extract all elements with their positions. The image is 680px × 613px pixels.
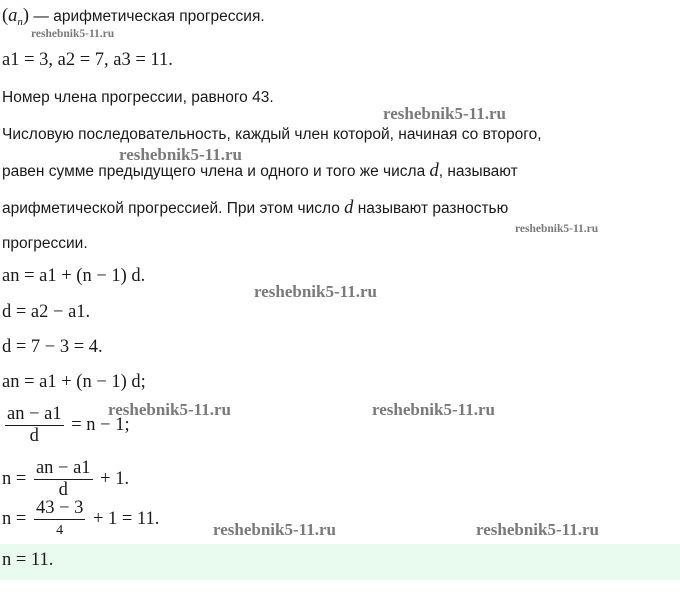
formula-n-general: n = $\frac{an - a1}{d}$ + 1. xyxy=(2,458,130,500)
watermark: reshebnik5-11.ru xyxy=(476,520,599,539)
fraction xyxy=(5,404,64,447)
fraction xyxy=(34,498,85,541)
definition-line-2: равен сумме предыдущего члена и одного и того же числа d, называют xyxy=(2,161,518,181)
watermark: reshebnik5-11.ru xyxy=(515,223,599,235)
answer-box xyxy=(0,544,680,580)
watermark: reshebnik5-11.ru xyxy=(383,104,506,123)
definition-line-3: арифметической прогрессией. При этом число d называют разностью xyxy=(2,198,509,218)
formula-n-value: n = $\frac{43 - 3}{4}$ + 1 = 11. xyxy=(2,498,159,541)
watermark: reshebnik5-11.ru xyxy=(372,400,495,419)
fraction xyxy=(34,458,93,501)
formula-nth-term: an = a1 + (n − 1) d. xyxy=(2,266,146,286)
fraction-denominator: d xyxy=(58,480,68,500)
watermark: reshebnik5-11.ru xyxy=(31,28,115,40)
watermark: reshebnik5-11.ru xyxy=(254,282,377,301)
formula-ratio-rhs: = n − 1; xyxy=(71,414,130,435)
question-text: Номер члена прогрессии, равного 43. xyxy=(2,89,274,106)
definition-line-4: прогрессии. xyxy=(2,235,88,252)
answer-text: n = 11. xyxy=(2,550,54,570)
watermark: reshebnik5-11.ru xyxy=(108,400,231,419)
fraction-numerator: an − a1 xyxy=(7,404,62,424)
sequence-symbol: $(a_n)$ xyxy=(2,6,30,28)
watermark: reshebnik5-11.ru xyxy=(119,145,242,164)
fraction-numerator: an − a1 xyxy=(35,458,91,478)
fraction-denominator: 4 xyxy=(56,523,64,538)
watermark: reshebnik5-11.ru xyxy=(213,520,336,539)
fraction-denominator: d xyxy=(29,426,39,446)
formula-nth-term-repeat: an = a1 + (n − 1) d; xyxy=(2,372,146,392)
given-terms: a1 = 3, a2 = 7, a3 = 11. xyxy=(2,50,173,70)
fraction-numerator: 43 − 3 xyxy=(35,498,84,518)
definition-line-1: Числовую последовательность, каждый член которой, начиная со второго, xyxy=(2,126,542,143)
given-sequence-text: — арифметическая прогрессия. xyxy=(29,8,265,25)
formula-difference: d = a2 − a1. xyxy=(2,302,91,322)
formula-difference-value: d = 7 − 3 = 4. xyxy=(2,337,103,357)
given-sequence-line xyxy=(2,6,265,28)
